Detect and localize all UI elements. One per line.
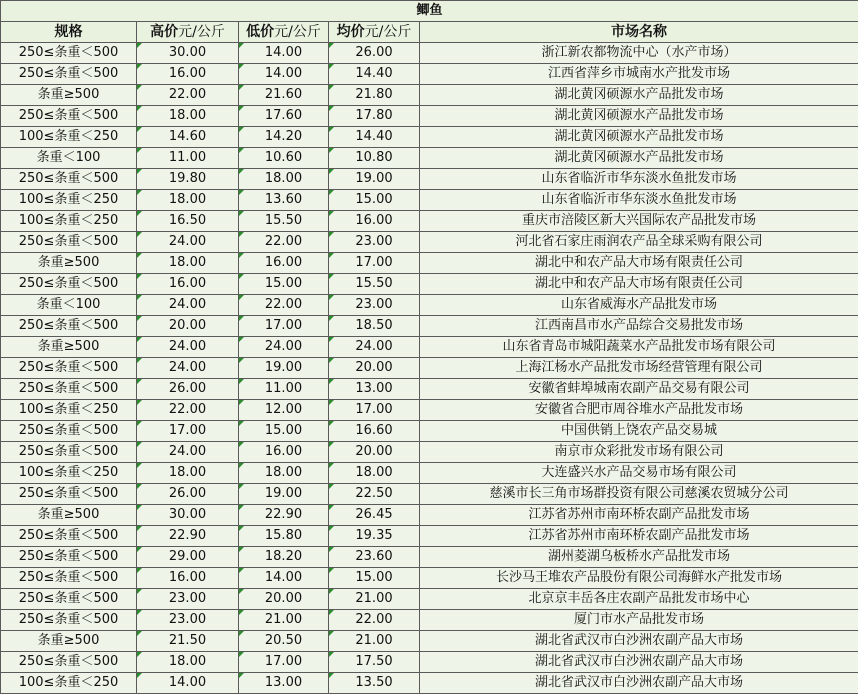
cell-avg-price[interactable]: 17.00	[329, 400, 420, 421]
header-high-label: 高价	[150, 24, 179, 40]
cell-avg-price[interactable]: 10.80	[329, 148, 420, 169]
table-row	[1, 379, 858, 400]
header-market[interactable]: 市场名称	[420, 22, 858, 43]
cell-high-price[interactable]: 16.50	[137, 211, 239, 232]
cell-spec[interactable]: 250≤条重＜500	[1, 484, 137, 505]
cell-high-price[interactable]: 18.00	[137, 652, 239, 673]
cell-low-price[interactable]: 16.00	[239, 253, 329, 274]
table-row	[1, 484, 858, 505]
cell-high-price[interactable]: 18.00	[137, 253, 239, 274]
cell-spec[interactable]: 250≤条重＜500	[1, 64, 137, 85]
cell-market-name[interactable]: 湖北中和农产品大市场有限责任公司	[420, 274, 858, 295]
cell-high-price[interactable]: 22.00	[137, 85, 239, 106]
cell-high-price[interactable]: 30.00	[137, 43, 239, 64]
cell-market-name[interactable]: 慈溪市长三角市场群投资有限公司慈溪农贸城分公司	[420, 484, 858, 505]
cell-spec[interactable]: 100≤条重＜250	[1, 400, 137, 421]
cell-spec[interactable]: 250≤条重＜500	[1, 379, 137, 400]
cell-market-name[interactable]: 山东省临沂市华东淡水鱼批发市场	[420, 190, 858, 211]
table-row	[1, 421, 858, 442]
cell-high-price[interactable]: 18.00	[137, 106, 239, 127]
cell-high-price[interactable]: 23.00	[137, 610, 239, 631]
cell-avg-price[interactable]: 18.00	[329, 463, 420, 484]
cell-high-price[interactable]: 21.50	[137, 631, 239, 652]
cell-market-name[interactable]: 安徽省合肥市周谷堆水产品批发市场	[420, 400, 858, 421]
cell-high-price[interactable]: 18.00	[137, 463, 239, 484]
cell-low-price[interactable]: 10.60	[239, 148, 329, 169]
cell-low-price[interactable]: 21.00	[239, 610, 329, 631]
cell-market-name[interactable]: 山东省临沂市华东淡水鱼批发市场	[420, 169, 858, 190]
header-high-unit: 元/公斤	[178, 24, 225, 40]
cell-low-price[interactable]: 18.00	[239, 169, 329, 190]
cell-avg-price[interactable]: 19.35	[329, 526, 420, 547]
cell-low-price[interactable]: 17.60	[239, 106, 329, 127]
cell-spec[interactable]: 100≤条重＜250	[1, 127, 137, 148]
cell-avg-price[interactable]: 23.60	[329, 547, 420, 568]
cell-avg-price[interactable]: 17.00	[329, 253, 420, 274]
cell-high-price[interactable]: 22.00	[137, 400, 239, 421]
cell-low-price[interactable]: 20.00	[239, 589, 329, 610]
cell-spec[interactable]: 250≤条重＜500	[1, 106, 137, 127]
cell-avg-price[interactable]: 23.00	[329, 295, 420, 316]
cell-high-price[interactable]: 29.00	[137, 547, 239, 568]
cell-avg-price[interactable]: 14.40	[329, 64, 420, 85]
cell-high-price[interactable]: 22.90	[137, 526, 239, 547]
cell-spec[interactable]: 100≤条重＜250	[1, 211, 137, 232]
table-row	[1, 169, 858, 190]
cell-spec[interactable]: 250≤条重＜500	[1, 547, 137, 568]
table-row	[1, 463, 858, 484]
cell-spec[interactable]: 250≤条重＜500	[1, 169, 137, 190]
table-row	[1, 337, 858, 358]
header-low-price[interactable]	[239, 22, 329, 43]
cell-market-name[interactable]: 安徽省蚌埠城南农副产品交易有限公司	[420, 379, 858, 400]
table-row	[1, 106, 858, 127]
cell-avg-price[interactable]: 23.00	[329, 232, 420, 253]
cell-market-name[interactable]: 湖北黄冈硕源水产品批发市场	[420, 106, 858, 127]
cell-low-price[interactable]: 11.00	[239, 379, 329, 400]
cell-spec[interactable]: 条重≥500	[1, 337, 137, 358]
table-row	[1, 610, 858, 631]
cell-avg-price[interactable]: 17.80	[329, 106, 420, 127]
cell-low-price[interactable]: 20.50	[239, 631, 329, 652]
cell-avg-price[interactable]: 18.50	[329, 316, 420, 337]
table-row	[1, 400, 858, 421]
cell-avg-price[interactable]: 21.80	[329, 85, 420, 106]
table-row	[1, 253, 858, 274]
cell-spec[interactable]: 250≤条重＜500	[1, 442, 137, 463]
cell-avg-price[interactable]: 15.00	[329, 190, 420, 211]
cell-market-name[interactable]: 湖北中和农产品大市场有限责任公司	[420, 253, 858, 274]
cell-market-name[interactable]: 湖北省武汉市白沙洲农副产品大市场	[420, 652, 858, 673]
cell-low-price[interactable]: 13.60	[239, 190, 329, 211]
cell-high-price[interactable]: 16.00	[137, 64, 239, 85]
cell-avg-price[interactable]: 22.00	[329, 610, 420, 631]
cell-avg-price[interactable]: 15.50	[329, 274, 420, 295]
cell-spec[interactable]: 250≤条重＜500	[1, 43, 137, 64]
cell-low-price[interactable]: 12.00	[239, 400, 329, 421]
table-row	[1, 43, 858, 64]
table-row	[1, 274, 858, 295]
cell-low-price[interactable]: 19.00	[239, 484, 329, 505]
cell-high-price[interactable]: 16.00	[137, 274, 239, 295]
cell-avg-price[interactable]: 21.00	[329, 631, 420, 652]
cell-market-name[interactable]: 山东省威海水产品批发市场	[420, 295, 858, 316]
cell-avg-price[interactable]: 13.00	[329, 379, 420, 400]
cell-spec[interactable]: 250≤条重＜500	[1, 589, 137, 610]
table-row	[1, 526, 858, 547]
cell-high-price[interactable]: 17.00	[137, 421, 239, 442]
cell-low-price[interactable]: 15.00	[239, 421, 329, 442]
cell-low-price[interactable]: 18.00	[239, 463, 329, 484]
cell-spec[interactable]: 条重≥500	[1, 631, 137, 652]
cell-high-price[interactable]: 20.00	[137, 316, 239, 337]
table-row	[1, 295, 858, 316]
header-high-price[interactable]	[137, 22, 239, 43]
cell-market-name[interactable]: 湖北黄冈硕源水产品批发市场	[420, 127, 858, 148]
title-row	[1, 1, 858, 22]
cell-spec[interactable]: 条重≥500	[1, 85, 137, 106]
cell-market-name[interactable]: 北京京丰岳各庄农副产品批发市场中心	[420, 589, 858, 610]
cell-low-price[interactable]: 14.00	[239, 64, 329, 85]
cell-high-price[interactable]: 26.00	[137, 379, 239, 400]
cell-market-name[interactable]: 重庆市涪陵区新大兴国际农产品批发市场	[420, 211, 858, 232]
cell-low-price[interactable]: 15.50	[239, 211, 329, 232]
cell-avg-price[interactable]: 26.45	[329, 505, 420, 526]
cell-market-name[interactable]: 大连盛兴水产品交易市场有限公司	[420, 463, 858, 484]
cell-spec[interactable]: 条重≥500	[1, 253, 137, 274]
cell-low-price[interactable]: 16.00	[239, 442, 329, 463]
cell-spec[interactable]: 100≤条重＜250	[1, 190, 137, 211]
cell-spec[interactable]: 条重≥500	[1, 505, 137, 526]
cell-spec[interactable]: 条重＜100	[1, 148, 137, 169]
table-title[interactable]: 鲫鱼	[1, 1, 858, 22]
cell-spec[interactable]: 250≤条重＜500	[1, 274, 137, 295]
cell-high-price[interactable]: 24.00	[137, 358, 239, 379]
table-row	[1, 652, 858, 673]
cell-avg-price[interactable]: 13.50	[329, 673, 420, 694]
cell-market-name[interactable]: 湖北省武汉市白沙洲农副产品大市场	[420, 631, 858, 652]
cell-spec[interactable]: 250≤条重＜500	[1, 568, 137, 589]
cell-spec[interactable]: 250≤条重＜500	[1, 652, 137, 673]
cell-low-price[interactable]: 13.00	[239, 673, 329, 694]
cell-low-price[interactable]: 18.20	[239, 547, 329, 568]
table-row	[1, 85, 858, 106]
table-row	[1, 442, 858, 463]
cell-high-price[interactable]: 14.60	[137, 127, 239, 148]
header-spec[interactable]: 规格	[1, 22, 137, 43]
cell-high-price[interactable]: 24.00	[137, 442, 239, 463]
table-row	[1, 589, 858, 610]
cell-avg-price[interactable]: 16.00	[329, 211, 420, 232]
cell-spec[interactable]: 100≤条重＜250	[1, 673, 137, 694]
table-row	[1, 211, 858, 232]
cell-market-name[interactable]: 湖北黄冈硕源水产品批发市场	[420, 148, 858, 169]
cell-market-name[interactable]: 长沙马王堆农产品股份有限公司海鲜水产批发市场	[420, 568, 858, 589]
header-low-label: 低价	[246, 24, 275, 40]
cell-market-name[interactable]: 江苏省苏州市南环桥农副产品批发市场	[420, 505, 858, 526]
cell-market-name[interactable]: 山东省青岛市城阳蔬菜水产品批发市场有限公司	[420, 337, 858, 358]
header-avg-label: 均价	[336, 24, 365, 40]
table-row	[1, 232, 858, 253]
table-row	[1, 631, 858, 652]
cell-market-name[interactable]: 江苏省苏州市南环桥农副产品批发市场	[420, 526, 858, 547]
cell-low-price[interactable]: 21.60	[239, 85, 329, 106]
cell-market-name[interactable]: 南京市众彩批发市场有限公司	[420, 442, 858, 463]
cell-low-price[interactable]: 24.00	[239, 337, 329, 358]
cell-high-price[interactable]: 23.00	[137, 589, 239, 610]
cell-low-price[interactable]: 14.00	[239, 43, 329, 64]
cell-low-price[interactable]: 22.00	[239, 232, 329, 253]
cell-spec[interactable]: 250≤条重＜500	[1, 421, 137, 442]
cell-high-price[interactable]: 18.00	[137, 190, 239, 211]
cell-high-price[interactable]: 30.00	[137, 505, 239, 526]
table-row	[1, 190, 858, 211]
cell-high-price[interactable]: 24.00	[137, 232, 239, 253]
header-low-unit: 元/公斤	[274, 24, 321, 40]
cell-spec[interactable]: 条重＜100	[1, 295, 137, 316]
cell-low-price[interactable]: 22.90	[239, 505, 329, 526]
cell-spec[interactable]: 100≤条重＜250	[1, 463, 137, 484]
header-row	[1, 22, 858, 43]
cell-market-name[interactable]: 湖北黄冈硕源水产品批发市场	[420, 85, 858, 106]
cell-avg-price[interactable]: 15.00	[329, 568, 420, 589]
cell-high-price[interactable]: 11.00	[137, 148, 239, 169]
cell-market-name[interactable]: 湖州菱湖乌板桥水产品批发市场	[420, 547, 858, 568]
cell-market-name[interactable]: 江西省萍乡市城南水产批发市场	[420, 64, 858, 85]
cell-spec[interactable]: 250≤条重＜500	[1, 358, 137, 379]
table-row	[1, 148, 858, 169]
cell-avg-price[interactable]: 17.50	[329, 652, 420, 673]
cell-low-price[interactable]: 15.00	[239, 274, 329, 295]
cell-avg-price[interactable]: 21.00	[329, 589, 420, 610]
header-avg-price[interactable]	[329, 22, 420, 43]
table-row	[1, 505, 858, 526]
cell-avg-price[interactable]: 20.00	[329, 442, 420, 463]
cell-market-name[interactable]: 江西南昌市水产品综合交易批发市场	[420, 316, 858, 337]
cell-high-price[interactable]: 19.80	[137, 169, 239, 190]
cell-avg-price[interactable]: 16.60	[329, 421, 420, 442]
header-avg-unit: 元/公斤	[364, 24, 412, 40]
cell-market-name[interactable]: 河北省石家庄雨润农产品全球采购有限公司	[420, 232, 858, 253]
cell-spec[interactable]: 250≤条重＜500	[1, 232, 137, 253]
cell-market-name[interactable]: 厦门市水产品批发市场	[420, 610, 858, 631]
table-body	[1, 43, 858, 694]
table-row	[1, 358, 858, 379]
cell-high-price[interactable]: 14.00	[137, 673, 239, 694]
cell-market-name[interactable]: 湖北省武汉市白沙洲农副产品大市场	[420, 673, 858, 694]
table-row	[1, 547, 858, 568]
cell-avg-price[interactable]: 22.50	[329, 484, 420, 505]
table-row	[1, 568, 858, 589]
cell-low-price[interactable]: 17.00	[239, 316, 329, 337]
cell-avg-price[interactable]: 26.00	[329, 43, 420, 64]
table-row	[1, 127, 858, 148]
cell-market-name[interactable]: 上海江杨水产品批发市场经营管理有限公司	[420, 358, 858, 379]
cell-low-price[interactable]: 17.00	[239, 652, 329, 673]
cell-avg-price[interactable]: 24.00	[329, 337, 420, 358]
cell-low-price[interactable]: 14.20	[239, 127, 329, 148]
cell-low-price[interactable]: 19.00	[239, 358, 329, 379]
cell-avg-price[interactable]: 20.00	[329, 358, 420, 379]
cell-avg-price[interactable]: 19.00	[329, 169, 420, 190]
table-row	[1, 316, 858, 337]
cell-low-price[interactable]: 14.00	[239, 568, 329, 589]
cell-market-name[interactable]: 中国供销上饶农产品交易城	[420, 421, 858, 442]
cell-spec[interactable]: 250≤条重＜500	[1, 316, 137, 337]
cell-avg-price[interactable]: 14.40	[329, 127, 420, 148]
cell-spec[interactable]: 250≤条重＜500	[1, 610, 137, 631]
table-row	[1, 64, 858, 85]
cell-market-name[interactable]: 浙江新农都物流中心（水产市场）	[420, 43, 858, 64]
cell-high-price[interactable]: 16.00	[137, 568, 239, 589]
cell-high-price[interactable]: 24.00	[137, 337, 239, 358]
cell-high-price[interactable]: 26.00	[137, 484, 239, 505]
cell-low-price[interactable]: 22.00	[239, 295, 329, 316]
cell-high-price[interactable]: 24.00	[137, 295, 239, 316]
table-row	[1, 673, 858, 694]
cell-spec[interactable]: 250≤条重＜500	[1, 526, 137, 547]
cell-low-price[interactable]: 15.80	[239, 526, 329, 547]
